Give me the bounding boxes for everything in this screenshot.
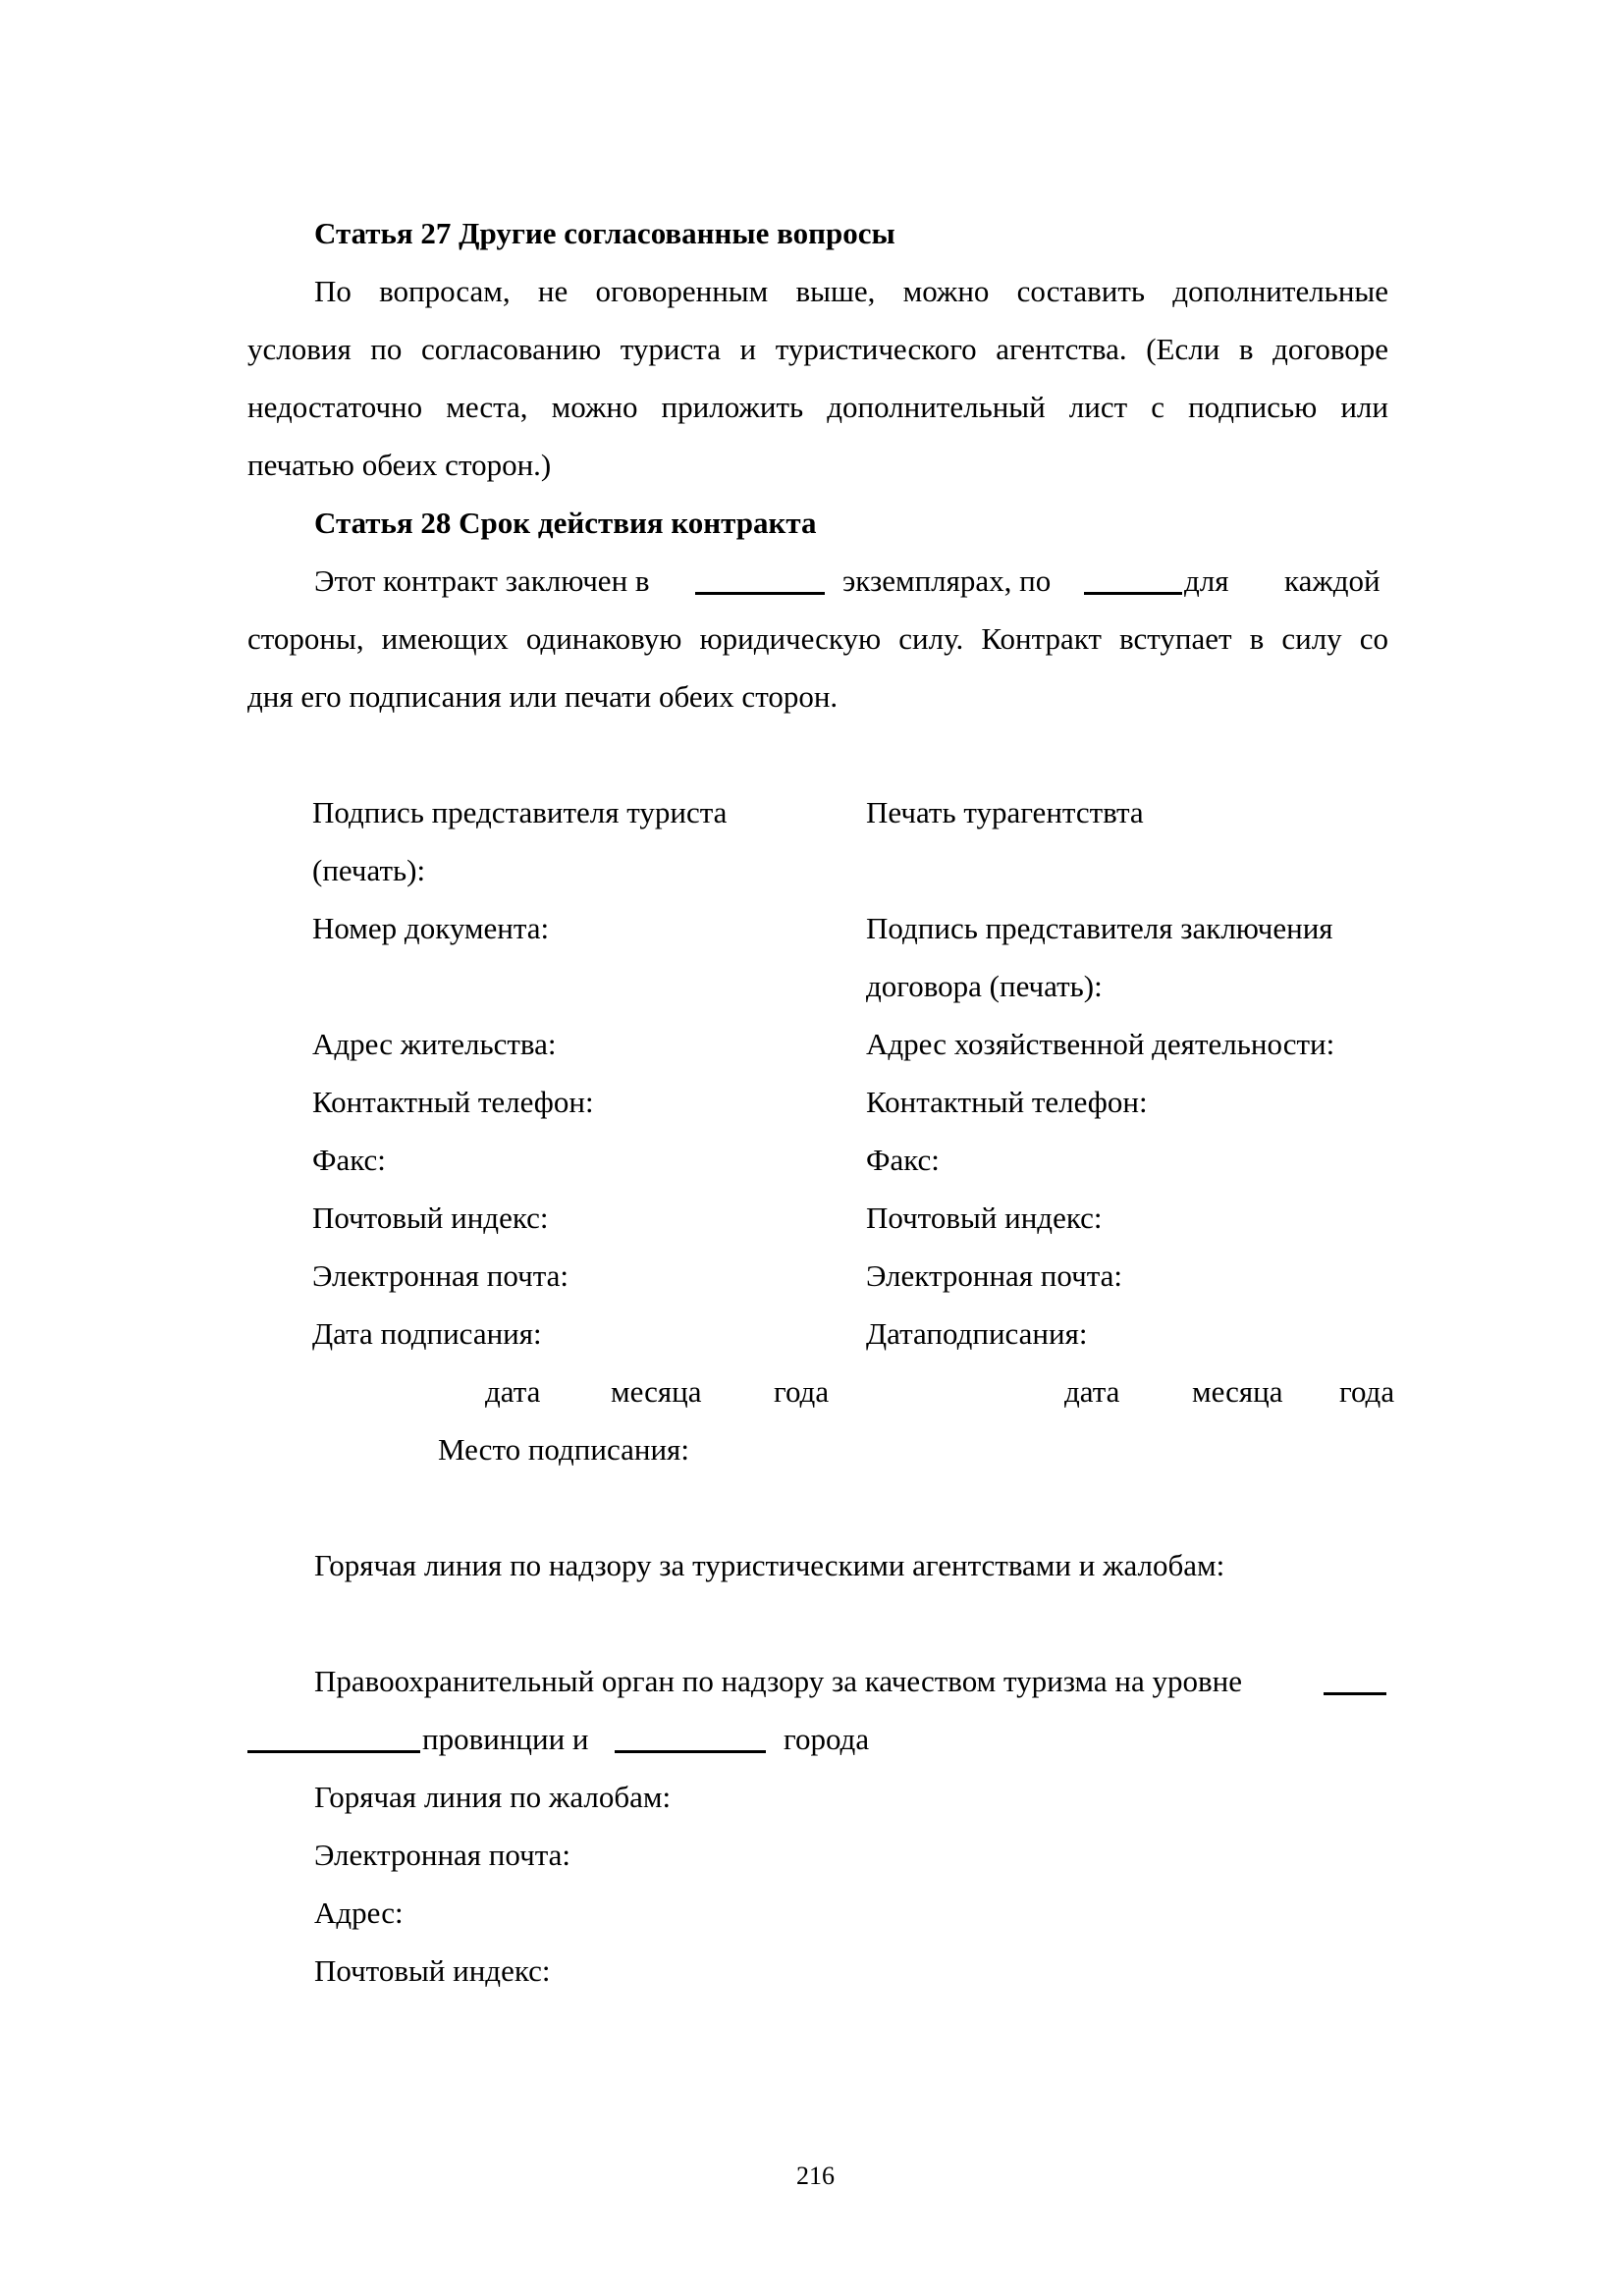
article-27-line-4: печатью обеих сторон.) [247,448,552,482]
article-28-line-2: стороны, имеющих одинаковую юридическую силу. Контракт вступает в силу со [247,621,1388,656]
agency-email-label: Электронная почта: [866,1258,1122,1293]
tourist-email-label: Электронная почта: [312,1258,568,1293]
tourist-date-year: года [774,1374,830,1409]
authority-line-1: Правоохранительный орган по надзору за качеством туризма на уровне [314,1664,1243,1698]
tourist-phone-label: Контактный телефон: [312,1085,594,1119]
residence-address-label: Адрес жительства: [312,1027,557,1061]
agency-signature-label: Подпись представителя заключения [866,911,1333,945]
article-28-line-1-for: для [1184,563,1229,598]
agency-seal-label: Печать турагентствта [866,795,1144,829]
tourist-date-month: месяца [611,1374,702,1409]
province-blank[interactable] [247,1725,420,1753]
tourist-date-day: дата [485,1374,541,1409]
tourist-signature-label: Подпись представителя туриста [312,795,728,829]
tourist-sign-date-label: Дата подписания: [312,1316,542,1351]
signing-place-label: Место подписания: [438,1432,689,1467]
city-blank[interactable] [615,1725,766,1753]
authority-postcode-label: Почтовый индекс: [314,1953,551,1988]
copies-count-blank[interactable] [695,566,825,595]
tourist-seal-label: (печать): [312,853,426,887]
agency-postcode-label: Почтовый индекс: [866,1201,1103,1235]
agency-date-month: месяца [1192,1374,1283,1409]
agency-signature-label-cont: договора (печать): [866,969,1103,1003]
page-number: 216 [796,2162,835,2190]
copies-per-party-blank[interactable] [1084,566,1182,595]
authority-address-label: Адрес: [314,1896,404,1930]
authority-email-label: Электронная почта: [314,1838,570,1872]
agency-fax-label: Факс: [866,1143,940,1177]
agency-sign-date-label: Датаподписания: [866,1316,1088,1351]
agency-date-day: дата [1064,1374,1120,1409]
article-27-line-2: условия по согласованию туриста и туристического агентства. (Если в договоре [247,332,1388,366]
complaint-hotline-label: Горячая линия по жалобам: [314,1780,672,1814]
document-number-label: Номер документа: [312,911,550,945]
agency-date-year: года [1339,1374,1395,1409]
article-27-line-3: недостаточно места, можно приложить дополнительный лист с подписью или [247,390,1388,424]
authority-province-text: провинции и [422,1722,589,1756]
article-28-line-3: дня его подписания или печати обеих сторон. [247,679,839,714]
hotline-label: Горячая линия по надзору за туристическими агентствами и жалобам: [314,1548,1225,1582]
business-address-label: Адрес хозяйственной деятельности: [866,1027,1335,1061]
tourist-fax-label: Факс: [312,1143,386,1177]
level-blank-1[interactable] [1324,1667,1386,1695]
agency-phone-label: Контактный телефон: [866,1085,1148,1119]
authority-city-text: города [784,1722,870,1756]
article-28-line-1-start: Этот контракт заключен в [314,563,650,598]
article-28-line-1-mid: экземплярах, по [842,563,1052,598]
article-27-heading: Статья 27 Другие согласованные вопросы [314,216,895,250]
article-28-heading: Статья 28 Срок действия контракта [314,506,817,540]
article-28-line-1-end: каждой [1284,563,1380,598]
article-27-line-1: По вопросам, не оговоренным выше, можно составить дополнительные [314,274,1388,308]
tourist-postcode-label: Почтовый индекс: [312,1201,549,1235]
